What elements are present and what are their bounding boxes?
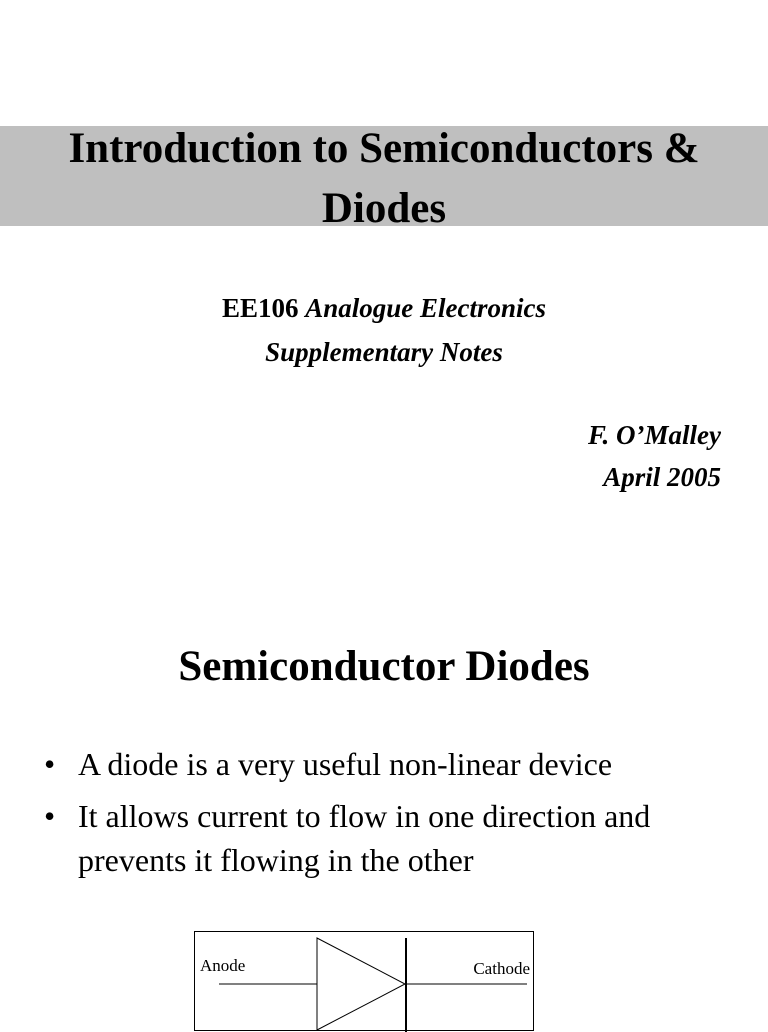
course-name: Analogue Electronics <box>305 293 547 323</box>
bullet-list <box>44 742 734 890</box>
bullet-icon: • <box>44 746 56 782</box>
course-info <box>0 291 768 325</box>
bullet-text: A diode is a very useful non-linear device <box>78 746 613 782</box>
diode-symbol-icon <box>195 932 535 1032</box>
bullet-item <box>44 794 734 882</box>
page-title-line-1: Introduction to Semiconductors & <box>68 125 700 172</box>
bullet-item <box>44 742 734 786</box>
author-name: F. O’Malley <box>588 420 721 450</box>
page-title-line-2: Diodes <box>321 185 447 232</box>
section-heading: Semiconductor Diodes <box>178 643 590 690</box>
bullet-text: It allows current to flow in one direction and prevents it flowing in the other <box>78 798 651 878</box>
diode-triangle <box>317 938 405 1030</box>
course-subtitle: Supplementary Notes <box>265 337 503 367</box>
cathode-label: Cathode <box>473 959 530 978</box>
anode-label: Anode <box>200 956 246 975</box>
diode-diagram <box>194 931 534 1031</box>
author-date: April 2005 <box>603 462 721 492</box>
bullet-icon: • <box>44 798 56 834</box>
course-code: EE106 <box>221 293 299 323</box>
